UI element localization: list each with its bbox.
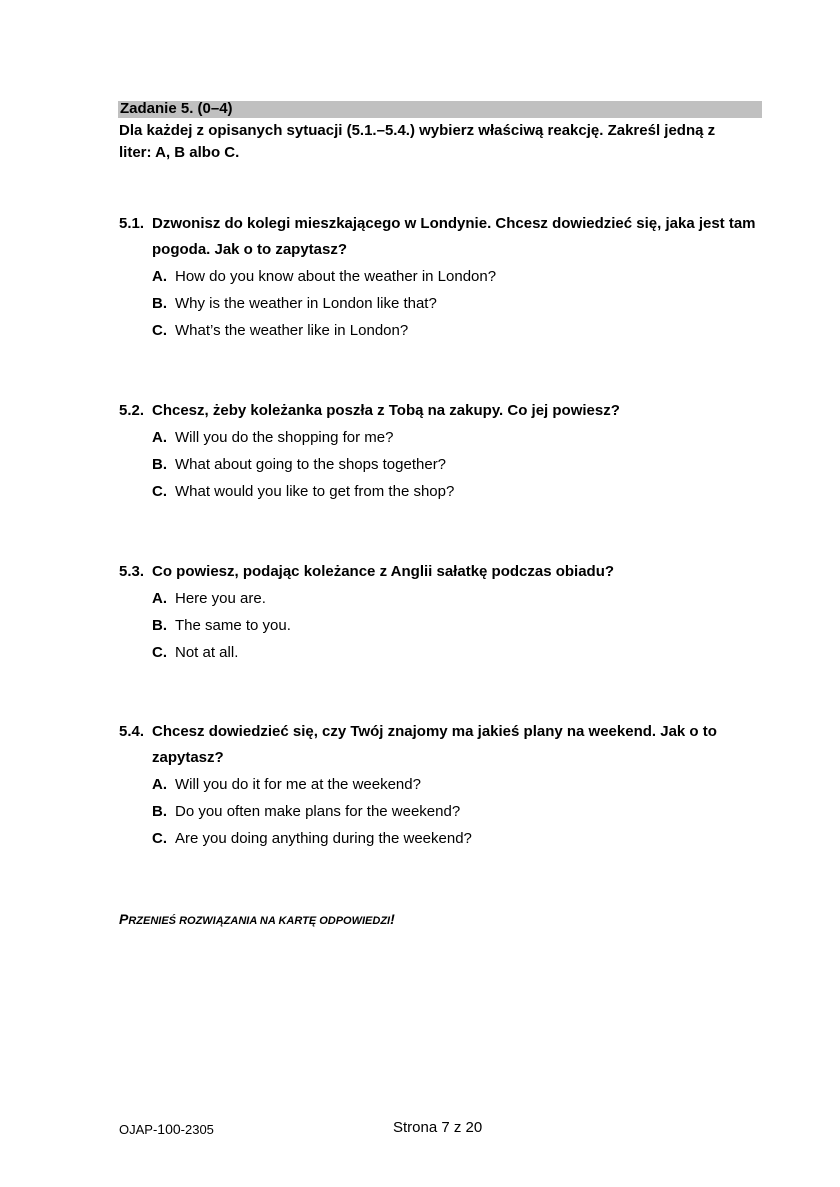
option-text: Will you do the shopping for me? xyxy=(175,429,394,446)
option-text: The same to you. xyxy=(175,617,291,634)
option-c[interactable] xyxy=(119,317,759,344)
question-number: 5.4. xyxy=(119,723,145,740)
option-text: What’s the weather like in London? xyxy=(175,322,409,339)
exam-code xyxy=(119,1121,214,1138)
option-letter[interactable]: B. xyxy=(152,456,167,473)
option-text: What would you like to get from the shop? xyxy=(175,483,455,500)
option-letter[interactable]: B. xyxy=(152,617,167,634)
question-number: 5.2. xyxy=(119,402,145,419)
option-b[interactable] xyxy=(119,451,759,478)
option-text: Not at all. xyxy=(175,644,239,661)
question-number: 5.1. xyxy=(119,215,145,232)
option-letter[interactable]: C. xyxy=(152,830,167,847)
transfer-answers-note xyxy=(119,910,395,930)
page-number: Strona 7 z 20 xyxy=(393,1119,483,1136)
option-letter[interactable]: C. xyxy=(152,483,167,500)
option-letter[interactable]: A. xyxy=(152,429,167,446)
task-title: Zadanie 5. (0–4) xyxy=(120,100,233,117)
option-letter[interactable]: C. xyxy=(152,644,167,661)
task-instruction: Dla każdej z opisanych sytuacji (5.1.–5.4.) wybierz właściwą reakcję. Zakreśl jedną z liter: A, B albo C. xyxy=(119,122,716,161)
note-initial: P xyxy=(119,911,129,927)
question-5-4 xyxy=(119,719,759,852)
option-text: Here you are. xyxy=(175,590,266,607)
option-letter[interactable]: A. xyxy=(152,268,167,285)
option-letter[interactable]: C. xyxy=(152,322,167,339)
note-smallcaps: RZENIEŚ ROZWIĄZANIA NA KARTĘ ODPOWIEDZI xyxy=(128,915,391,927)
option-b[interactable] xyxy=(119,612,759,639)
option-letter[interactable]: B. xyxy=(152,803,167,820)
option-c[interactable] xyxy=(119,478,759,505)
question-5-3 xyxy=(119,559,759,666)
option-c[interactable] xyxy=(119,639,759,666)
option-letter[interactable]: A. xyxy=(152,590,167,607)
exam-code-level: 100 xyxy=(157,1121,181,1137)
option-text: Are you doing anything during the weekend? xyxy=(175,830,472,847)
option-a[interactable] xyxy=(119,263,759,290)
option-letter[interactable]: A. xyxy=(152,776,167,793)
option-text: How do you know about the weather in London? xyxy=(175,268,497,285)
note-exclamation: ! xyxy=(390,911,395,927)
question-5-1 xyxy=(119,211,759,344)
option-b[interactable] xyxy=(119,798,759,825)
exam-code-suffix: -2305 xyxy=(180,1122,214,1137)
option-text: Why is the weather in London like that? xyxy=(175,295,437,312)
option-text: Will you do it for me at the weekend? xyxy=(175,776,421,793)
exam-code-prefix: OJAP- xyxy=(119,1122,158,1137)
question-number: 5.3. xyxy=(119,563,145,580)
option-a[interactable] xyxy=(119,771,759,798)
question-text: Chcesz, żeby koleżanka poszła z Tobą na zakupy. Co jej powiesz? xyxy=(152,402,620,419)
option-c[interactable] xyxy=(119,825,759,852)
option-a[interactable] xyxy=(119,424,759,451)
question-text: Dzwonisz do kolegi mieszkającego w Londynie. Chcesz dowiedzieć się, jaka jest tam pogoda. Jak o to zapytasz? xyxy=(152,215,756,258)
option-text: What about going to the shops together? xyxy=(175,456,447,473)
option-b[interactable] xyxy=(119,290,759,317)
question-text: Chcesz dowiedzieć się, czy Twój znajomy ma jakieś plany na weekend. Jak o to zapytasz? xyxy=(152,723,717,766)
option-a[interactable] xyxy=(119,585,759,612)
question-5-2 xyxy=(119,398,759,505)
option-letter[interactable]: B. xyxy=(152,295,167,312)
option-text: Do you often make plans for the weekend? xyxy=(175,803,461,820)
question-text: Co powiesz, podając koleżance z Anglii sałatkę podczas obiadu? xyxy=(152,563,615,580)
